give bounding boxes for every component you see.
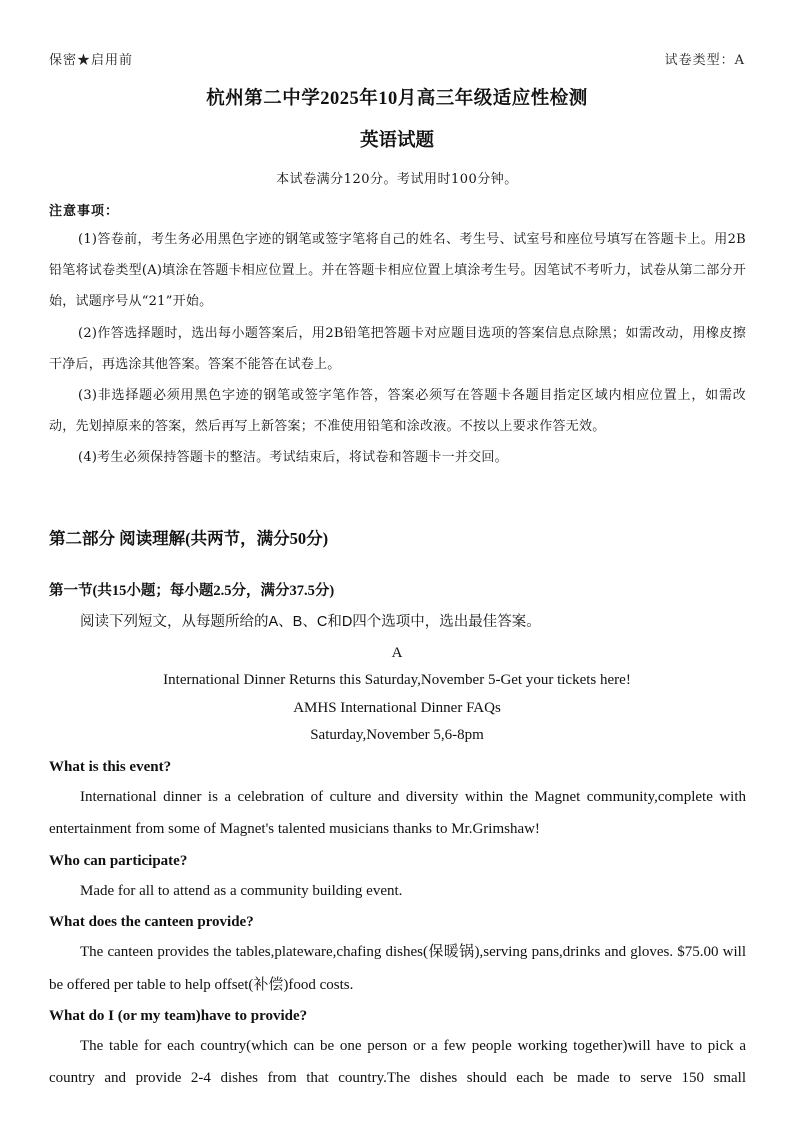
faq-answer: International dinner is a celebration of culture and diversity within the Magnet community,complete with entertainment from some of Magnet's talented musicians thanks to Mr.Grimshaw! (49, 789, 746, 838)
notice-item: (4)考生必须保持答题卡的整洁。考试结束后，将试卷和答题卡一并交回。 (78, 450, 508, 466)
notice-list (49, 224, 746, 474)
notice-item: (2)作答选择题时，选出每小题答案后，用2B铅笔把答题卡对应题目选项的答案信息点除黑；如需改动，用橡皮擦干净后，再选涂其他答案。答案不能答在试卷上。 (49, 325, 746, 372)
faq-question: What do I (or my team)have to provide? (49, 1008, 308, 1025)
notice-item: (1)答卷前，考生务必用黑色字迹的钢笔或签字笔将自己的姓名、考生号、试室号和座位号填写在答题卡上。用2B铅笔将试卷类型(A)填涂在答题卡相应位置上。并在答题卡相应位置上填涂考生号。因笔试不考听力，试卷从第二部分开始，试题序号从“21”开始。 (49, 232, 746, 310)
section-title: 第一节(共15小题；每小题2.5分，满分37.5分) (49, 583, 335, 599)
faq-answer: Made for all to attend as a community building event. (80, 882, 403, 899)
exam-info: 本试卷满分120分。考试用时100分钟。 (276, 172, 518, 187)
paper-type-label: 试卷类型：A (664, 53, 745, 68)
passage-label: A (391, 645, 403, 661)
confidential-label: 保密★启用前 (49, 53, 134, 68)
passage-headline: International Dinner Returns this Saturday,November 5-Get your tickets here! (163, 672, 631, 688)
section-instruction: 阅读下列短文，从每题所给的A、B、C和D四个选项中，选出最佳答案。 (80, 614, 541, 630)
part-title: 第二部分 阅读理解(共两节，满分50分) (49, 529, 329, 548)
faq-list (49, 753, 746, 1096)
exam-subtitle: 英语试题 (359, 131, 434, 151)
faq-title: AMHS International Dinner FAQs (293, 700, 501, 716)
notice-item: (3)非选择题必须用黑色字迹的钢笔或签字笔作答，答案必须写在答题卡各题目指定区域内相应位置上，如需改动，先划掉原来的答案，然后再写上新答案；不准使用铅笔和涂改液。不按以上要求作答无效。 (49, 388, 746, 435)
faq-question: What is this event? (49, 759, 172, 775)
faq-question: Who can participate? (49, 852, 188, 869)
event-date: Saturday,November 5,6-8pm (310, 727, 484, 743)
faq-question: What does the canteen provide? (49, 914, 254, 931)
exam-title: 杭州第二中学2025年10月高三年级适应性检测 (206, 89, 588, 109)
faq-answer: The canteen provides the tables,plateware,chafing dishes(保暖锅),serving pans,drinks and gloves. $75.00 will be offered per table to help offset(补偿)food costs. (49, 944, 746, 993)
faq-answer: The table for each country(which can be one person or a few people working together)will have to pick a country and provide 2-4 dishes from that country.The dishes should each be made to serve 150 small (49, 1038, 746, 1087)
notice-heading: 注意事项： (49, 204, 120, 219)
